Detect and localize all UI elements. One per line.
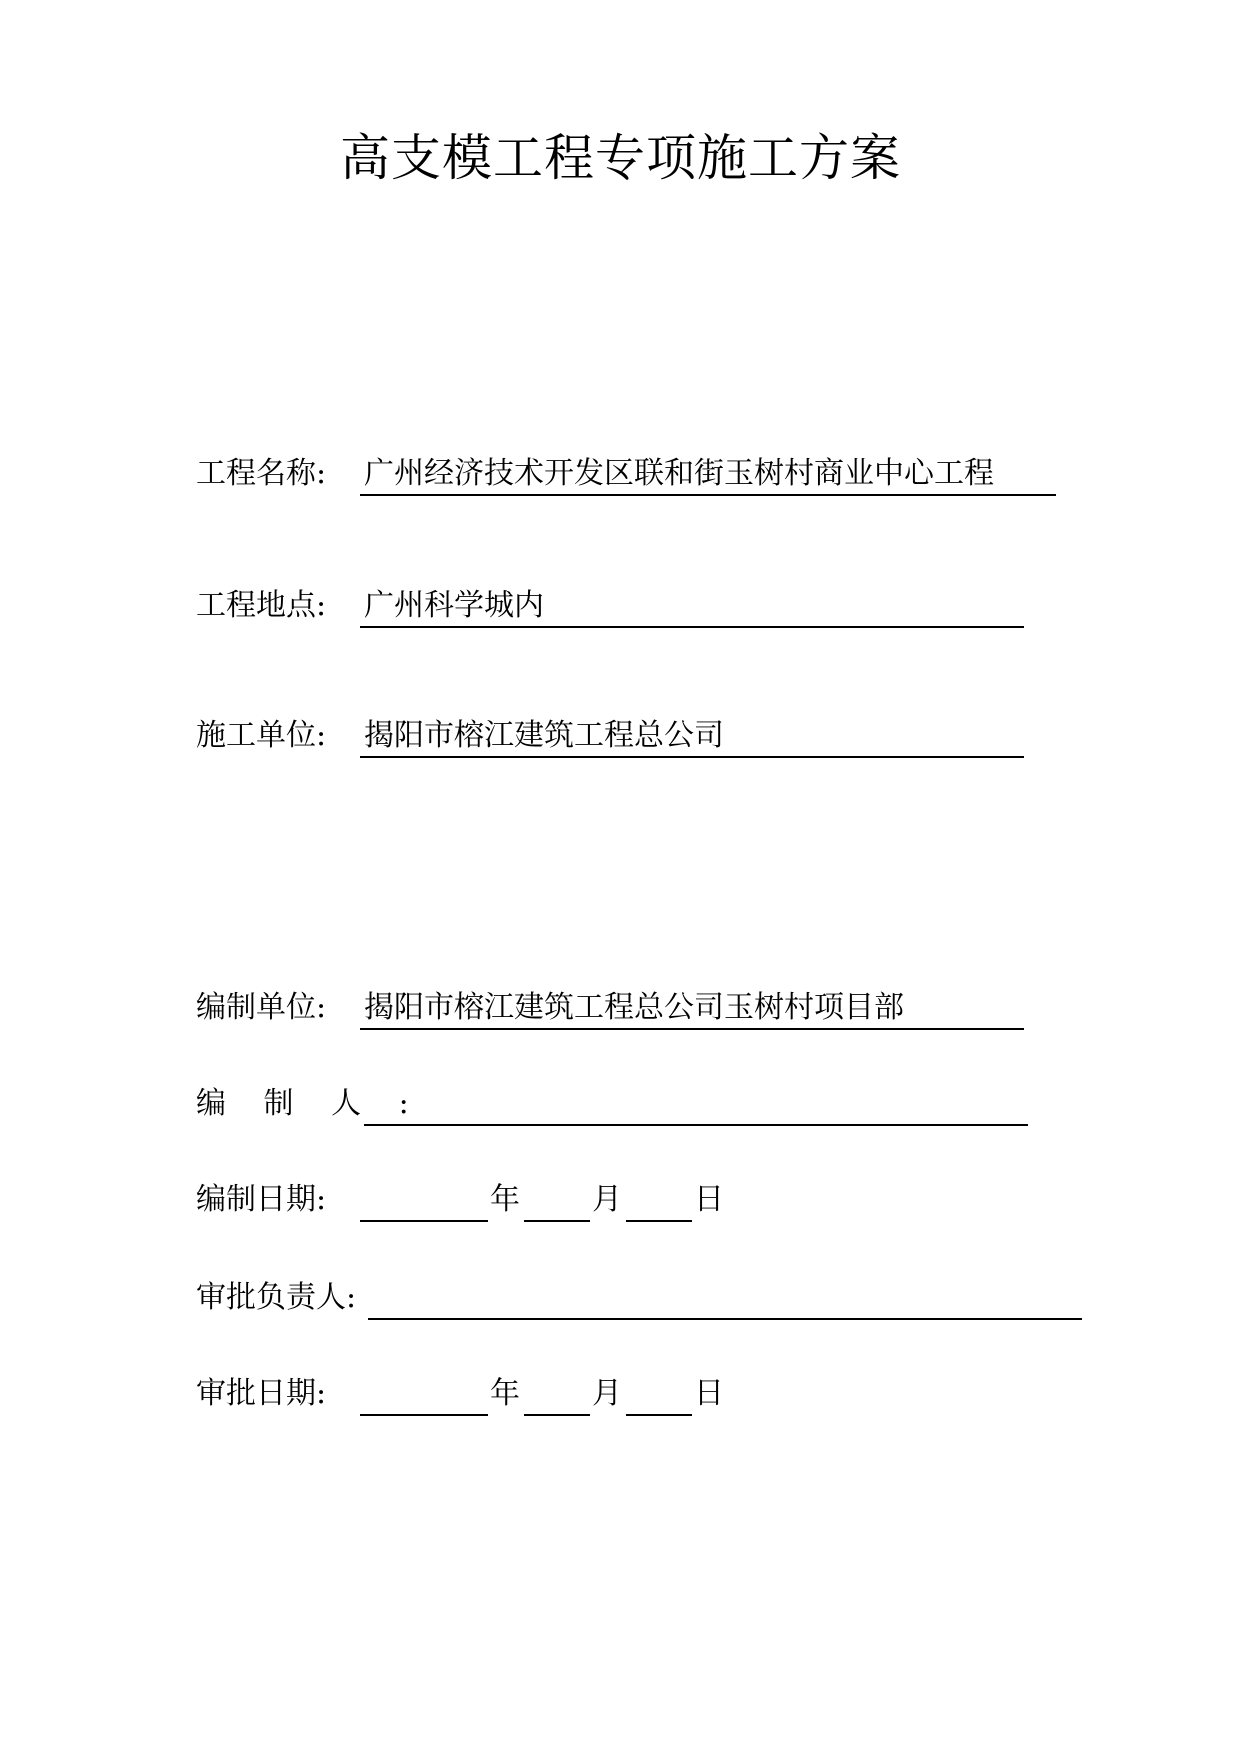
constructor-row [196,716,1046,760]
constructor-value: 揭阳市榕江建筑工程总公司 [364,718,724,753]
prep-day-field[interactable] [626,1180,692,1222]
prep-unit-value: 揭阳市榕江建筑工程总公司玉树村项目部 [364,990,904,1025]
approval-month-field[interactable] [524,1374,590,1416]
project-name-row [196,454,1096,498]
prep-unit-label: 编制单位: [196,990,327,1025]
approver-label: 审批负责人: [196,1280,357,1315]
project-location-value: 广州科学城内 [364,588,544,623]
project-name-label: 工程名称: [196,456,327,491]
prep-date-label: 编制日期: [196,1182,327,1217]
approval-day-field[interactable] [626,1374,692,1416]
prep-month-word: 月 [592,1182,622,1217]
approval-year-word: 年 [490,1376,520,1411]
prep-person-field[interactable] [364,1084,1028,1126]
project-location-row [196,586,1046,630]
project-location-field[interactable] [360,586,1024,628]
prep-date-row [196,1180,796,1224]
prep-month-field[interactable] [524,1180,590,1222]
constructor-label: 施工单位: [196,718,327,753]
prep-unit-row [196,988,1046,1032]
approver-field[interactable] [368,1278,1082,1320]
approval-month-word: 月 [592,1376,622,1411]
prep-day-word: 日 [694,1182,724,1217]
prep-unit-field[interactable] [360,988,1024,1030]
approval-day-word: 日 [694,1376,724,1411]
project-name-value: 广州经济技术开发区联和街玉树村商业中心工程 [364,456,994,491]
project-location-label: 工程地点: [196,588,327,623]
prep-year-field[interactable] [360,1180,488,1222]
project-name-field[interactable] [360,454,1056,496]
approver-row [196,1278,1096,1322]
prep-year-word: 年 [490,1182,520,1217]
approval-year-field[interactable] [360,1374,488,1416]
approval-date-label: 审批日期: [196,1376,327,1411]
prep-person-row [196,1084,1046,1128]
prep-person-label: 编 制 人 : [196,1086,423,1121]
document-title: 高支模工程专项施工方案 [340,129,901,187]
approval-date-row [196,1374,796,1418]
constructor-field[interactable] [360,716,1024,758]
